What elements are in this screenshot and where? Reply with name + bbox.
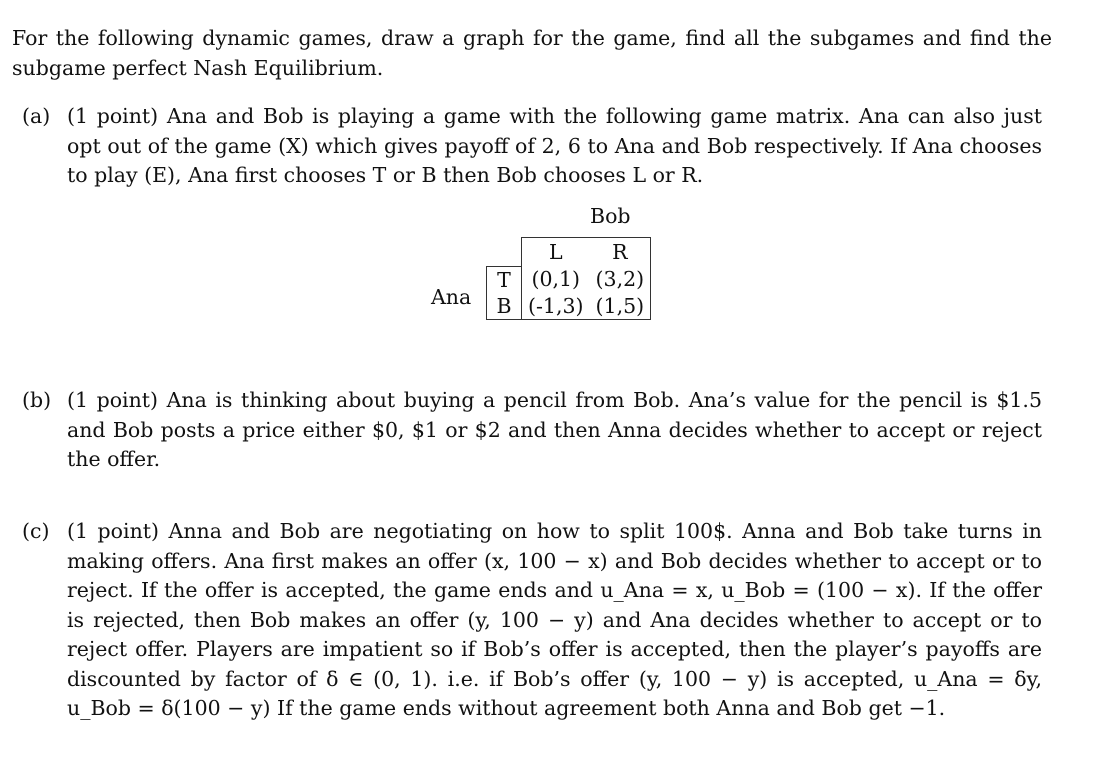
- matrix-cell: (0,1): [531, 267, 581, 292]
- matrix-corner: [487, 238, 522, 267]
- row-header-T: T: [487, 266, 522, 293]
- column-player-label: Bob: [590, 204, 631, 228]
- problem-c-text: (1 point) Anna and Bob are negotiating on how to split 100$. Anna and Bob take turns in making offers. Ana first makes an offer (x, 100 − x) and Bob decides whether to accept or to reject. If the offer is accepted, the game ends and u_Ana = x, u_Bob = (100 − x). If the offer is rejected, then Bob makes an offer (y, 100 − y) and Ana decides whether to accept or to reject offer. Players are impatient so if Bob’s offer is accepted, then the player’s payoffs are discounted by factor of δ ∈ (0, 1). i.e. if Bob’s offer (y, 100 − y) is accepted, u_Ana = δy, u_Bob = δ(100 − y) If the game ends without agreement both Anna and Bob get −1.: [67, 519, 1042, 720]
- matrix-cell: (-1,3): [522, 293, 590, 320]
- problem-c: [22, 517, 1042, 724]
- problem-b-text: (1 point) Ana is thinking about buying a pencil from Bob. Ana’s value for the pencil is $1.5 and Bob posts a price either $0, $1 or $2 and then Anna decides whether to accept or reject the offer.: [67, 388, 1042, 471]
- row-header-B: B: [487, 293, 522, 320]
- matrix-cell: (3,2): [590, 266, 651, 293]
- payoff-matrix: [486, 237, 651, 320]
- instructions-paragraph: For the following dynamic games, draw a graph for the game, find all the subgames and find the subgame perfect Nash Equilibrium.: [12, 26, 1052, 80]
- problem-b: [22, 386, 1042, 475]
- matrix-cell: (1,5): [590, 293, 651, 320]
- problem-a-text: (1 point) Ana and Bob is playing a game with the following game matrix. Ana can also just opt out of the game (X) which gives payoff of 2, 6 to Ana and Bob respectively. If Ana chooses to play (E), Ana first chooses T or B then Bob chooses L or R.: [67, 104, 1042, 187]
- problem-a: [22, 102, 1042, 191]
- problem-b-label: (b): [22, 388, 52, 412]
- row-player-label: Ana: [431, 285, 472, 309]
- column-header-R: R: [590, 238, 651, 267]
- problem-c-label: (c): [22, 519, 50, 543]
- column-header-L: L: [522, 238, 590, 267]
- problem-a-label: (a): [22, 104, 51, 128]
